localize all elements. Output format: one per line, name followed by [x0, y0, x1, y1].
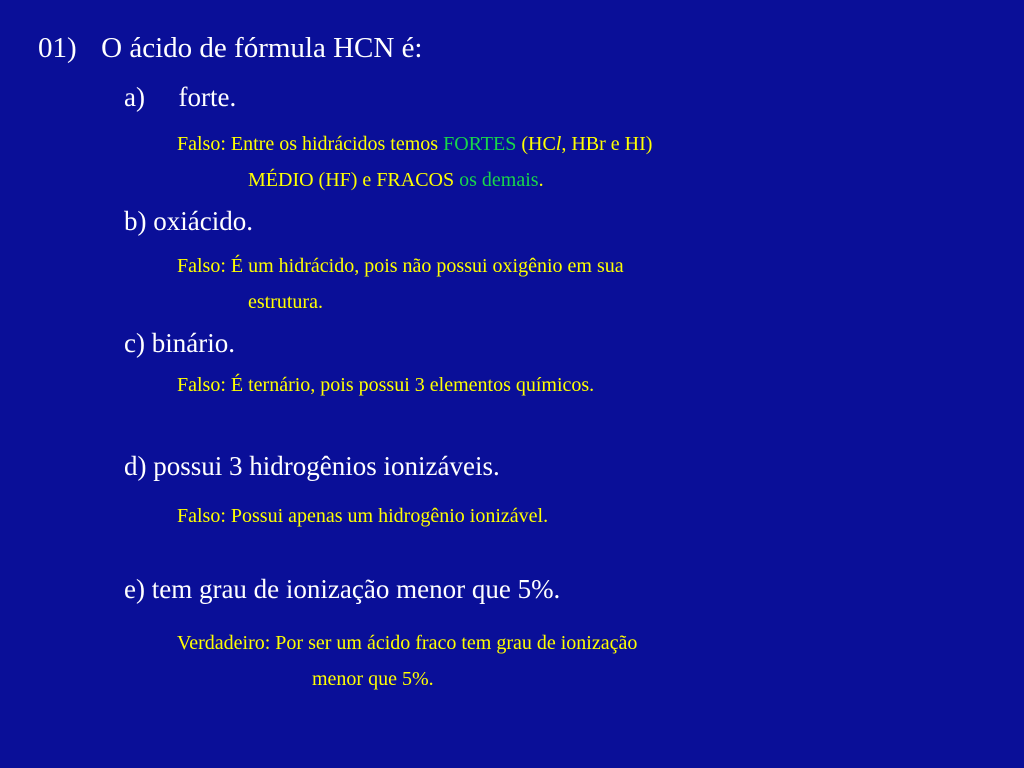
option-e-explanation-line2: menor que 5%.	[312, 668, 434, 690]
option-e-explanation-line1: Verdadeiro: Por ser um ácido fraco tem grau de ionização	[177, 632, 638, 654]
option-d: d) possui 3 hidrogênios ionizáveis.	[124, 451, 500, 481]
option-d-explanation: Falso: Possui apenas um hidrogênio ionizável.	[177, 505, 549, 527]
option-c: c) binário.	[124, 328, 235, 358]
fortes-label: FORTES	[443, 133, 517, 155]
medio-label: MÉDIO	[248, 169, 314, 191]
option-a-text: forte.	[178, 82, 237, 112]
italic-l: l	[555, 133, 562, 155]
paren-rest: , HBr e HI)	[561, 133, 653, 155]
question-title	[38, 34, 423, 63]
option-a-label: a)	[124, 82, 145, 112]
hf-text: (HF) e	[313, 169, 377, 191]
paren-open: (HC	[516, 133, 556, 155]
explanation-prefix: Falso: Entre os hidrácidos temos	[177, 133, 444, 155]
period: .	[538, 169, 544, 191]
option-a-explanation-line1	[177, 134, 652, 154]
option-a	[124, 84, 236, 111]
option-b-explanation-line1: Falso: É um hidrácido, pois não possui oxigênio em sua	[177, 255, 624, 277]
os-demais-text: os demais	[454, 169, 539, 191]
option-c-explanation: Falso: É ternário, pois possui 3 elementos químicos.	[177, 374, 595, 396]
option-e: e) tem grau de ionização menor que 5%.	[124, 574, 561, 604]
fracos-label: FRACOS	[376, 169, 455, 191]
question-text: O ácido de fórmula HCN é:	[101, 32, 423, 64]
option-b-explanation-line2: estrutura.	[248, 291, 323, 313]
option-b: b) oxiácido.	[124, 206, 253, 236]
option-a-explanation-line2	[248, 170, 544, 190]
question-number: 01)	[38, 32, 77, 64]
